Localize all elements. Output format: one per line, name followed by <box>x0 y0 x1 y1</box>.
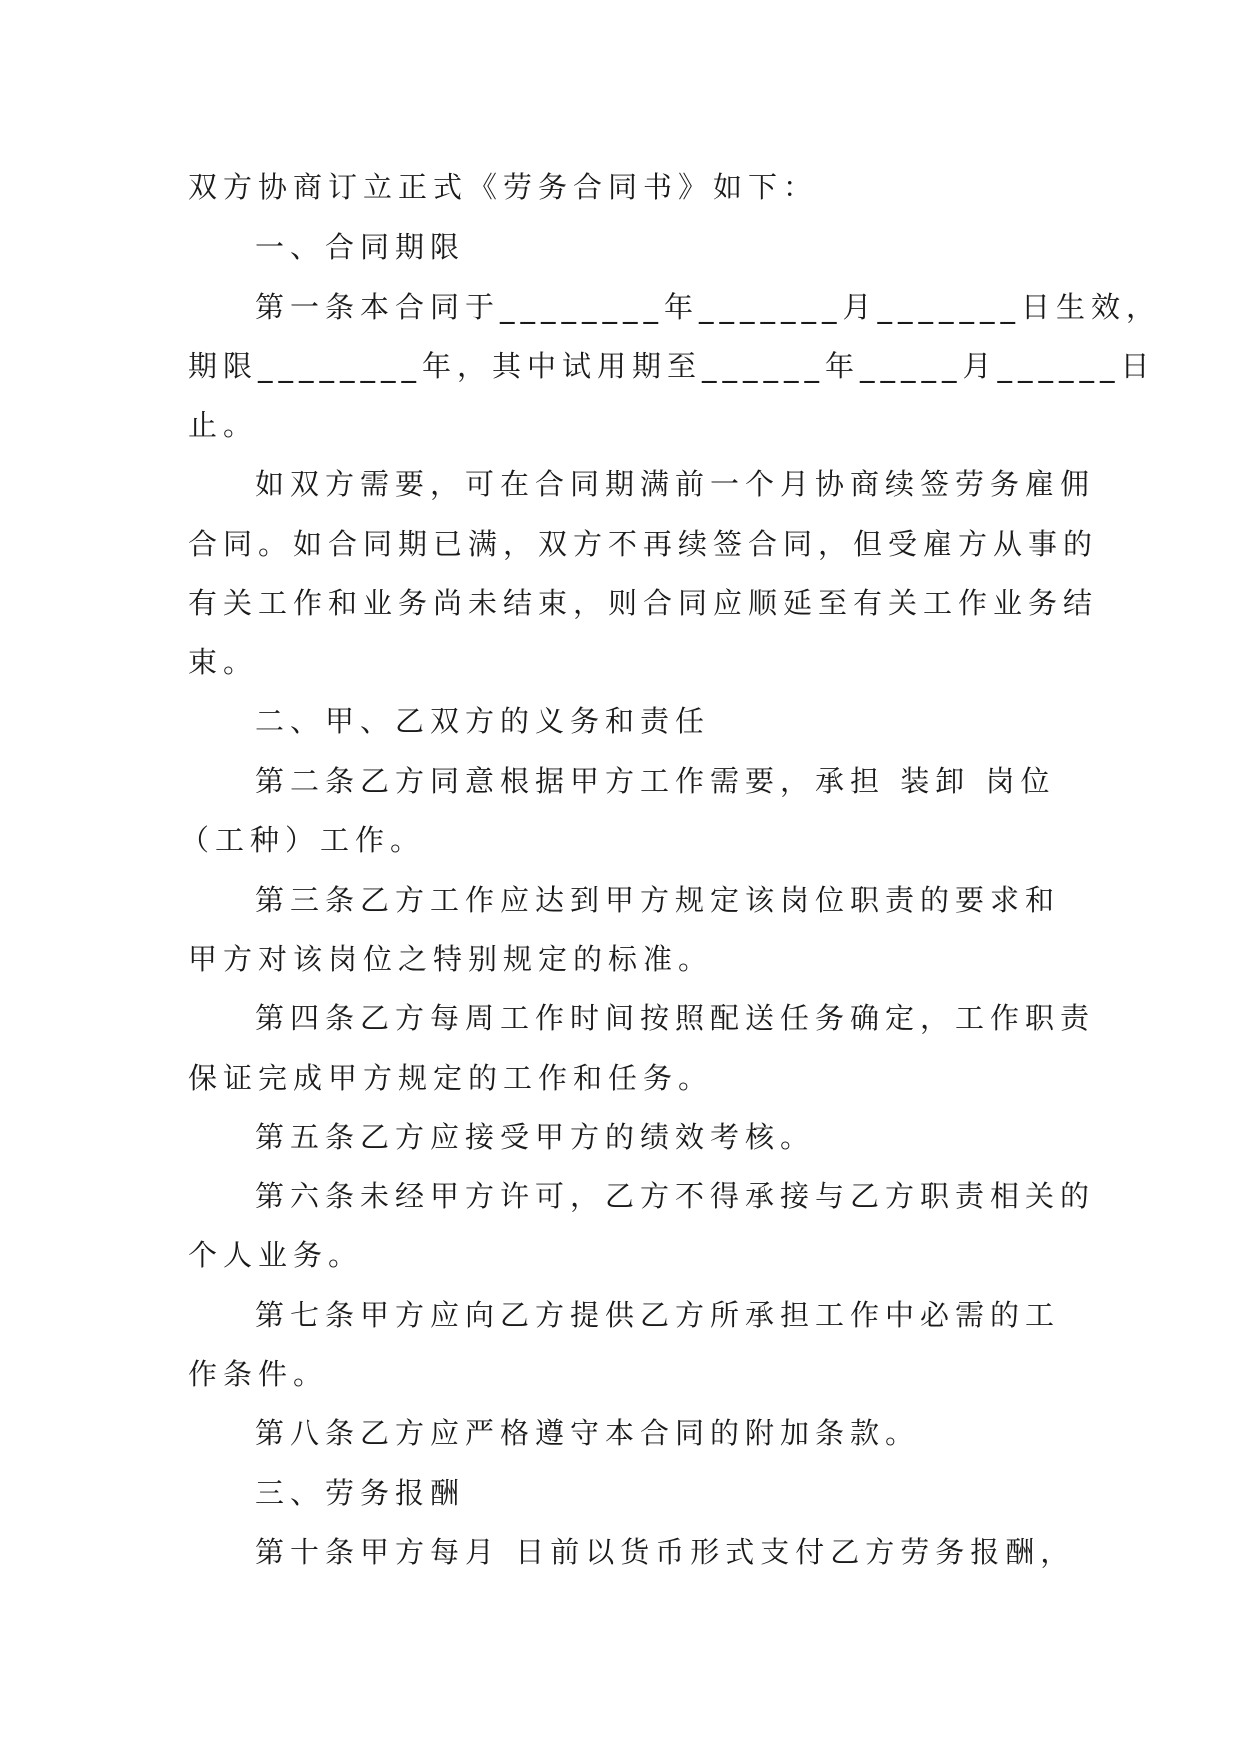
renewal-line-2: 合同。如合同期已满，双方不再续签合同，但受雇方从事的 <box>188 527 1099 561</box>
article-4-line-1: 第四条乙方每周工作时间按照配送任务确定，工作职责 <box>255 1001 1096 1035</box>
article-5: 第五条乙方应接受甲方的绩效考核。 <box>255 1120 816 1154</box>
article-8: 第八条乙方应严格遵守本合同的附加条款。 <box>255 1416 921 1450</box>
section-heading-remuneration: 三、劳务报酬 <box>255 1476 466 1510</box>
article-6-line-2: 个人业务。 <box>188 1238 364 1272</box>
article-1-line-2: 期限________年，其中试用期至______年_____月______日 <box>188 349 1156 383</box>
article-3-line-1: 第三条乙方工作应达到甲方规定该岗位职责的要求和 <box>255 883 1061 917</box>
article-1-line-1: 第一条本合同于________年_______月_______日生效， <box>255 290 1162 324</box>
renewal-line-3: 有关工作和业务尚未结束，则合同应顺延至有关工作业务结 <box>188 586 1099 620</box>
section-heading-term: 一、合同期限 <box>255 230 466 264</box>
article-1-line-3: 止。 <box>188 408 259 442</box>
article-2-line-2: （工种）工作。 <box>180 823 426 857</box>
article-10-line-1: 第十条甲方每月 日前以货币形式支付乙方劳务报酬， <box>255 1535 1076 1569</box>
renewal-line-4: 束。 <box>188 645 259 679</box>
article-7-line-1: 第七条甲方应向乙方提供乙方所承担工作中必需的工 <box>255 1298 1061 1332</box>
section-heading-obligations: 二、甲、乙双方的义务和责任 <box>255 704 711 738</box>
renewal-line-1: 如双方需要，可在合同期满前一个月协商续签劳务雇佣 <box>255 467 1096 501</box>
article-4-line-2: 保证完成甲方规定的工作和任务。 <box>188 1061 714 1095</box>
article-2-line-1: 第二条乙方同意根据甲方工作需要，承担 装卸 岗位 <box>255 764 1056 798</box>
article-6-line-1: 第六条未经甲方许可，乙方不得承接与乙方职责相关的 <box>255 1179 1096 1213</box>
intro-line: 双方协商订立正式《劳务合同书》如下： <box>188 170 819 204</box>
article-7-line-2: 作条件。 <box>188 1357 329 1391</box>
article-3-line-2: 甲方对该岗位之特别规定的标准。 <box>188 942 714 976</box>
